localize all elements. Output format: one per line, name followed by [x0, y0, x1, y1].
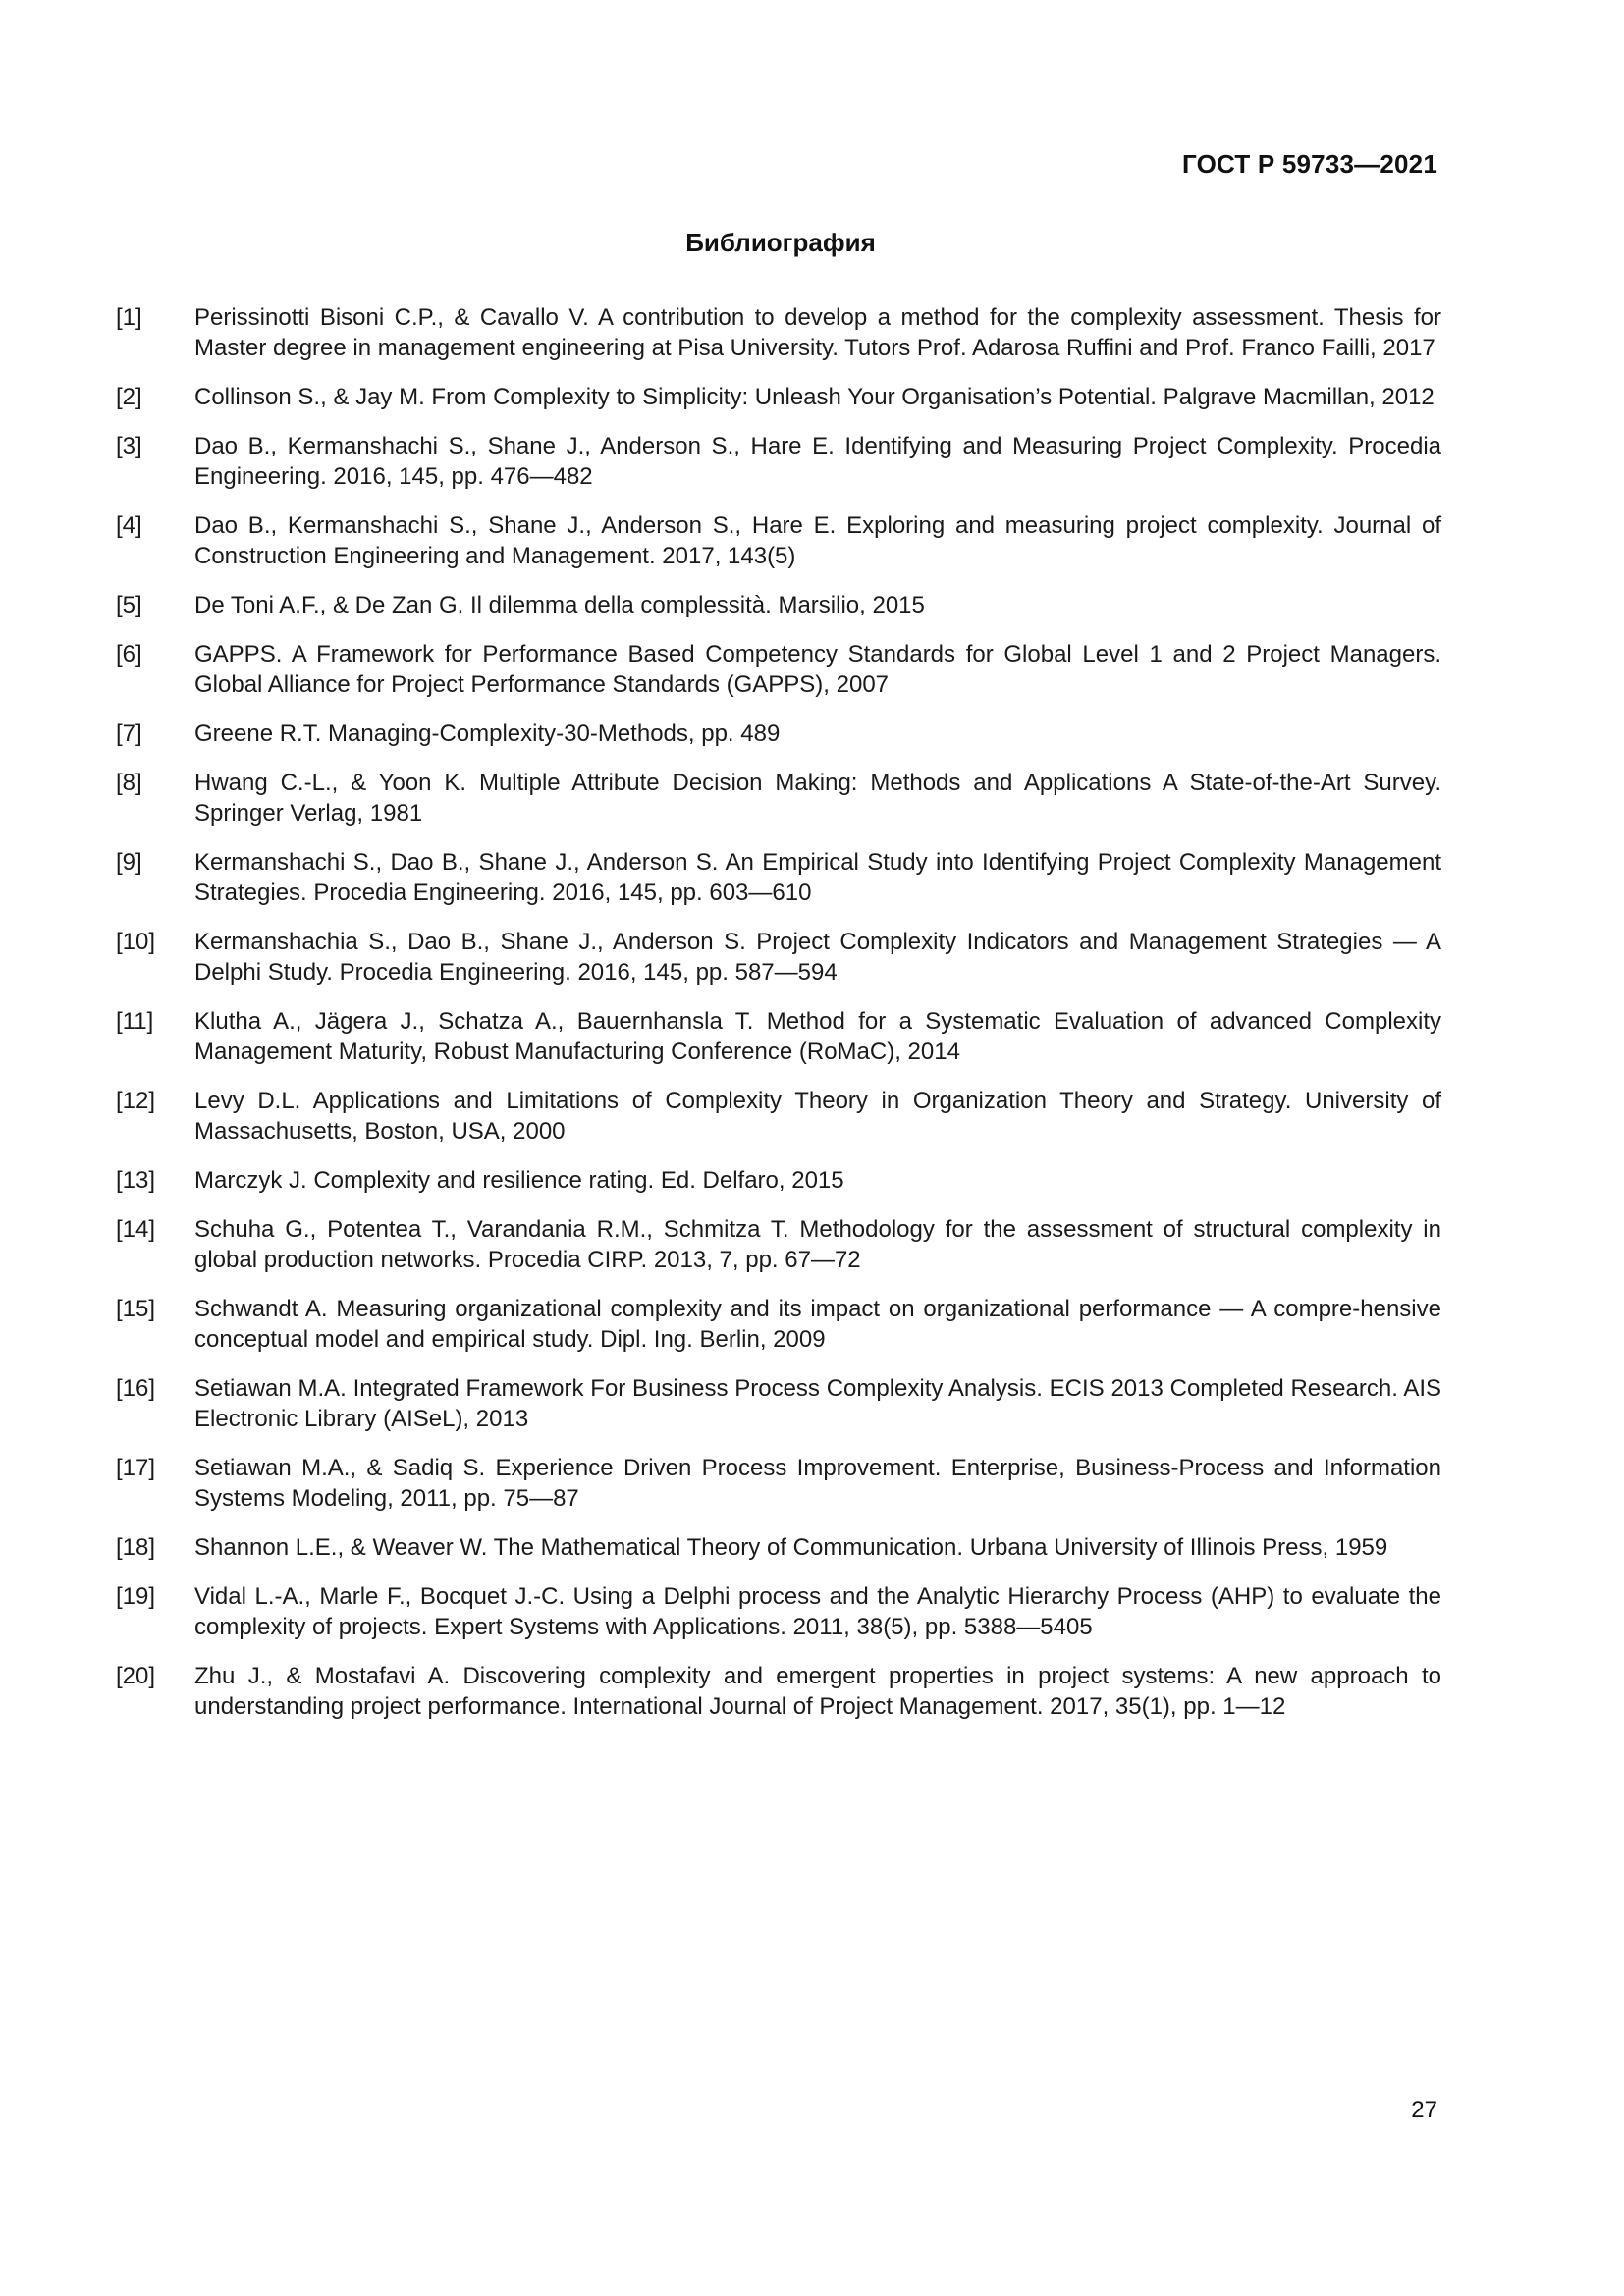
reference-number: [10]: [116, 929, 156, 955]
reference-number: [12]: [116, 1088, 156, 1114]
reference-item: [116, 1581, 1441, 1642]
reference-list: [116, 302, 1441, 1740]
reference-number: [6]: [116, 641, 142, 667]
reference-number: [8]: [116, 770, 142, 796]
reference-item: [116, 1165, 1441, 1196]
reference-number: [19]: [116, 1583, 156, 1610]
reference-text: Hwang C.-L., & Yoon K. Multiple Attribute Decision Making: Methods and Applications A State-of-the-Art Survey. Springer Verlag, 1981: [194, 770, 1441, 827]
reference-text: De Toni A.F., & De Zan G. Il dilemma della complessità. Marsilio, 2015: [194, 592, 925, 618]
reference-item: [116, 1532, 1441, 1563]
reference-text: Zhu J., & Mostafavi A. Discovering complexity and emergent properties in project systems: A new approach to understanding project performance. International Journal of Project Management. 2017, 35(1), pp. 1—12: [194, 1663, 1441, 1720]
reference-text: Greene R.T. Managing-Complexity-30-Methods, pp. 489: [194, 721, 781, 747]
reference-number: [9]: [116, 849, 142, 876]
reference-number: [5]: [116, 592, 142, 618]
reference-text: Kermanshachi S., Dao B., Shane J., Anderson S. An Empirical Study into Identifying Project Complexity Management Strategies. Procedia Engineering. 2016, 145, pp. 603—610: [194, 849, 1441, 906]
reference-text: Schwandt A. Measuring organizational complexity and its impact on organizational performance — A compre-hensive conceptual model and empirical study. Dipl. Ing. Berlin, 2009: [194, 1296, 1441, 1353]
reference-text: Vidal L.-A., Marle F., Bocquet J.-C. Using a Delphi process and the Analytic Hierarchy Process (AHP) to evaluate the complexity of projects. Expert Systems with Applications. 2011, 38(5), pp. 5388—5405: [194, 1583, 1441, 1640]
reference-text: Setiawan M.A. Integrated Framework For Business Process Complexity Analysis. ECIS 2013 Completed Research. AIS Electronic Library (AISeL), 2013: [194, 1375, 1441, 1432]
reference-item: [116, 1453, 1441, 1514]
reference-text: Marczyk J. Complexity and resilience rating. Ed. Delfaro, 2015: [194, 1167, 844, 1194]
reference-text: Kermanshachia S., Dao B., Shane J., Anderson S. Project Complexity Indicators and Management Strategies — A Delphi Study. Procedia Engineering. 2016, 145, pp. 587—594: [194, 929, 1441, 986]
reference-number: [1]: [116, 304, 142, 331]
reference-text: Shannon L.E., & Weaver W. The Mathematical Theory of Communication. Urbana University of Illinois Press, 1959: [194, 1534, 1388, 1561]
reference-item: [116, 1006, 1441, 1067]
reference-item: [116, 847, 1441, 908]
reference-number: [20]: [116, 1663, 156, 1689]
reference-number: [2]: [116, 384, 142, 410]
reference-number: [4]: [116, 512, 142, 539]
reference-number: [11]: [116, 1008, 154, 1035]
reference-number: [13]: [116, 1167, 156, 1194]
reference-item: [116, 719, 1441, 749]
page-number: 27: [1411, 2097, 1437, 2123]
reference-text: Collinson S., & Jay M. From Complexity to Simplicity: Unleash Your Organisation’s Potential. Palgrave Macmillan, 2012: [194, 384, 1435, 410]
reference-number: [17]: [116, 1455, 156, 1481]
reference-item: [116, 768, 1441, 828]
reference-item: [116, 639, 1441, 700]
reference-text: Dao B., Kermanshachi S., Shane J., Anderson S., Hare E. Identifying and Measuring Project Complexity. Procedia Engineering. 2016, 145, pp. 476—482: [194, 433, 1441, 490]
reference-text: Schuha G., Potentea T., Varandania R.M., Schmitza T. Methodology for the assessment of structural complexity in global production networks. Procedia CIRP. 2013, 7, pp. 67—72: [194, 1216, 1441, 1273]
bibliography-title: Библиография: [685, 228, 876, 257]
reference-text: Levy D.L. Applications and Limitations of Complexity Theory in Organization Theory and Strategy. University of Massachusetts, Boston, USA, 2000: [194, 1088, 1441, 1145]
reference-item: [116, 1373, 1441, 1434]
reference-item: [116, 1294, 1441, 1355]
reference-number: [3]: [116, 433, 142, 459]
reference-number: [16]: [116, 1375, 156, 1402]
reference-item: [116, 302, 1441, 363]
reference-text: Perissinotti Bisoni C.P., & Cavallo V. A contribution to develop a method for the complexity assessment. Thesis for Master degree in management engineering at Pisa University. Tutors Prof. Adarosa Ruffini and Prof. Franco Failli, 2017: [194, 304, 1441, 361]
reference-text: Klutha A., Jägera J., Schatza A., Bauernhansla T. Method for a Systematic Evaluation of advanced Complexity Management Maturity, Robust Manufacturing Conference (RoMaC), 2014: [194, 1008, 1441, 1065]
reference-item: [116, 382, 1441, 412]
reference-item: [116, 510, 1441, 571]
reference-number: [7]: [116, 721, 142, 747]
reference-number: [18]: [116, 1534, 156, 1561]
reference-item: [116, 431, 1441, 492]
reference-text: GAPPS. A Framework for Performance Based Competency Standards for Global Level 1 and 2 Project Managers. Global Alliance for Project Performance Standards (GAPPS), 2007: [194, 641, 1441, 698]
reference-item: [116, 1214, 1441, 1275]
reference-item: [116, 1086, 1441, 1147]
reference-item: [116, 590, 1441, 620]
reference-text: Dao B., Kermanshachi S., Shane J., Anderson S., Hare E. Exploring and measuring project complexity. Journal of Construction Engineering and Management. 2017, 143(5): [194, 512, 1441, 569]
reference-item: [116, 1661, 1441, 1722]
document-code: ГОСТ Р 59733—2021: [1182, 149, 1437, 179]
reference-text: Setiawan M.A., & Sadiq S. Experience Driven Process Improvement. Enterprise, Business-Process and Information Systems Modeling, 2011, pp. 75—87: [194, 1455, 1441, 1512]
reference-number: [14]: [116, 1216, 156, 1243]
reference-number: [15]: [116, 1296, 156, 1322]
reference-item: [116, 927, 1441, 988]
